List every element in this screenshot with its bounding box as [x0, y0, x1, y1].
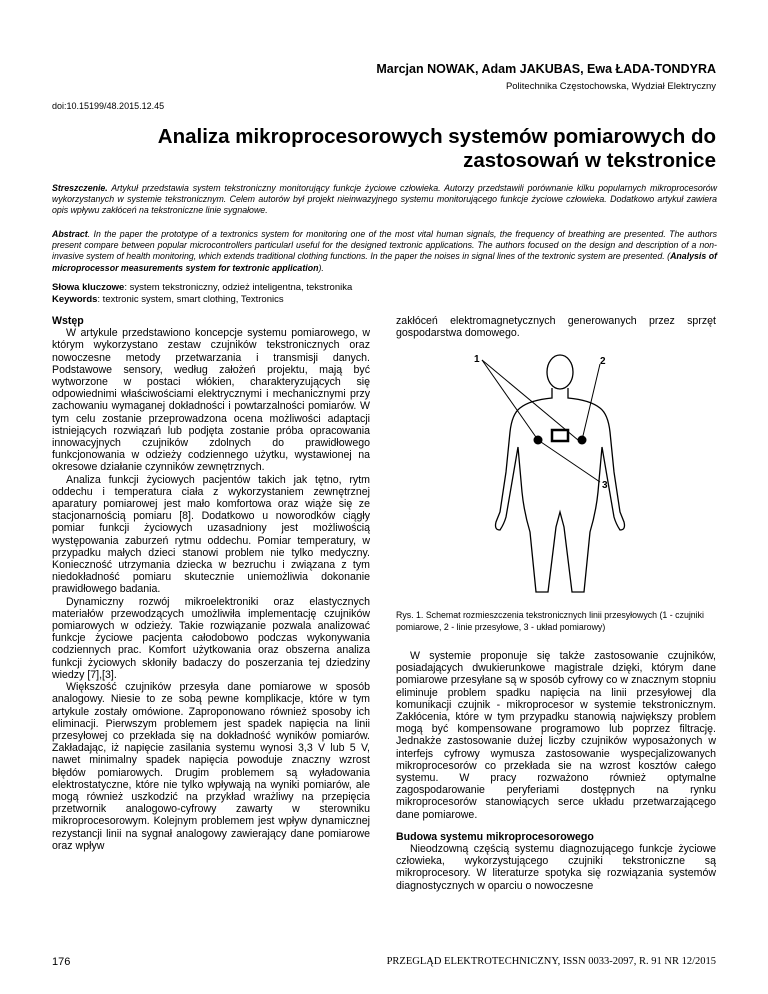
paper-title: Analiza mikroprocesorowych systemów pomiarowych do zastosowań w tekstronice	[157, 125, 716, 172]
section-heading: Wstęp	[52, 315, 84, 327]
sensor-right	[578, 436, 587, 445]
line-3	[538, 440, 600, 482]
page-number: 176	[52, 956, 71, 968]
head-outline	[547, 355, 573, 389]
doi[interactable]: doi:10.15199/48.2015.12.45	[52, 101, 165, 111]
section-heading: Budowa systemu mikroprocesorowego	[396, 830, 594, 843]
keywords	[52, 282, 717, 305]
abstract-english-title: Analysis of microprocessor measurements system for textronic application	[52, 251, 718, 273]
line-2a	[582, 364, 600, 440]
body-outline	[496, 355, 625, 592]
abstract-polish	[52, 183, 717, 217]
column-right-bottom	[396, 650, 716, 892]
figure-caption: Rys. 1. Schemat rozmieszczenia tekstronicznych linii przesyłowych (1 - czujniki pomiarowe, 2 - linie przesyłowe, 3 - układ pomiarowy)	[396, 610, 704, 632]
keywords-en: : textronic system, smart clothing, Textronics	[97, 293, 284, 305]
paragraph: W systemie proponuje się także zastosowanie czujników, posiadających dwukierunkowe magistrale dzięki, którym dane pomiarowe przesyłane są w sposób cyfrowy co w znacznym stopniu eliminuje problem spadku napięcia na linii przesyłowej dla komunikacji czujnik - mikroprocesor w systemie tekstronicznym. Zakłócenia, które w tym przypadku stanowią największy problem mogą być kompensowane programowo lub poprzez filtrację. Jednakże zastosowanie dużej liczby czujników wyposażonych w interfejs cyfrowy wymusza zastosowanie wyspecjalizowanych mikroprocesorów co przekłada sie na wzrost kosztów całego systemu. W pracy rozważono również optymalne zagospodarowanie peryferiami dostępnych na rynku mikroprocesorów stanowiących serce układu przetwarzającego dane pomiarowe.	[396, 650, 716, 821]
paragraph: Analiza funkcji życiowych pacjentów takich jak tętno, rytm oddechu i temperatura ciała z wykorzystaniem zewnętrznej aparatury pomiarowej jest mało komfortowa oraz wiąże się ze stacjonarnością pomiaru [8]. Dodatkowo u noworodków ciągły pomiar funkcji życiowych uzasadniony jest możliwością występowania zaburzeń rytmu oddechu. Pomiar temperatury, w przypadku małych dzieci stanowi problem nie tylko medyczny. Konieczność utrzymania dziecka w bezruchu i związana z tym niedokładność pomiaru skutecznie uniemożliwia dokonanie prawidłowego badania.	[52, 473, 370, 596]
abstract-text: Artykuł przedstawia system tekstroniczny monitorujący funkcje życiowe człowieka. Autorzy przedstawili porównanie kilku popularnych mikroprocesorów wykorzystanych w systemie tekstronicznym. Celem autorów był projekt nieinwazyjnego systemu monitorującego funkcje życiowe człowieka. Dodatkowo artykuł zawiera opis wpływu zakłóceń na tekstroniczne linie sygnałowe.	[52, 183, 717, 216]
authors: Marcjan NOWAK, Adam JAKUBAS, Ewa ŁADA-TONDYRA	[376, 62, 716, 76]
paragraph: Dynamiczny rozwój mikroelektroniki oraz elastycznych materiałów przewodzących umożliwiła implementację czujników pomiarowych w odzieży. Takie rozwiązanie pozwala analizować funkcje życiowe pacjenta całodobowo podczas wykonywania codziennych prac. Komfort użytkowania oraz obszerna analiza funkcji życiowych skłoniły badaczy do poszerzania tej dziedziny wiedzy [7],[3].	[52, 595, 370, 681]
label-2: 2	[600, 356, 606, 367]
abstract-end: ).	[318, 262, 324, 273]
affiliation: Politechnika Częstochowska, Wydział Elektryczny	[505, 81, 716, 92]
abstract-text: . In the paper the prototype of a textronics system for monitoring one of the most vital human signals, the frequency of breathing are presented. The authors present compare between popular microcontrollers particularl useful for the designed textronic applications. The authors focused on the design and description of a non-invasive system of health monitoring, which extends traditional clothing functions. In the paper the noises in signal lines of the textronic system are presented. (	[52, 229, 717, 262]
measurement-unit	[552, 430, 568, 441]
paragraph: Nieodzowną częścią systemu diagnozującego funkcje życiowe człowieka, wykorzystującego czujniki tekstroniczne są mikroprocesory. W literaturze spotyka się rozwiązania systemów diagnostycznych w oparciu o nowoczesne	[396, 843, 716, 892]
keywords-pl: : system tekstroniczny, odzież inteligentna, tekstronika	[124, 282, 353, 293]
abstract-label: Streszczenie.	[52, 183, 108, 193]
abstract-label: Abstract	[52, 229, 88, 239]
abstract-english	[52, 229, 717, 274]
keywords-en-label: Keywords	[52, 293, 98, 305]
body-diagram-figure	[460, 352, 660, 600]
keywords-pl-label: Słowa kluczowe	[52, 282, 125, 293]
paragraph: zakłóceń elektromagnetycznych generowanych przez sprzęt gospodarstwa domowego.	[396, 315, 716, 340]
sensor-left	[534, 436, 543, 445]
journal-footer: PRZEGLĄD ELEKTROTECHNICZNY, ISSN 0033-2097, R. 91 NR 12/2015	[386, 956, 716, 967]
column-left	[52, 315, 370, 852]
paragraph: Większość czujników przesyła dane pomiarowe w sposób analogowy. Niesie to ze sobą pewne komplikacje, które w tym artykule zostały omówione. Zaproponowano również sposoby ich eliminacji. Pierwszym problemem jest spadek napięcia na linii przesyłowej co przekłada się na dokładność wyników pomiarów. Zakładając, iż napięcie zasilania systemu wynosi 3,3 V lub 5 V, nawet minimalny spadek napięcia powoduje znaczny wzrost błędów pomiarowych. Drugim problemem są wyładowania elektrostatyczne, które nie tylko wpływają na wyniki pomiarów, ale mogą również uszkodzić na przykład wrażliwy na przepięcia przetwornik analogowo-cyfrowy zawarty w sterowniku mikroprocesorowym. Kolejnym problemem jest wpływ dynamicznej rezystancji linii na sygnał analogowy zawierający dane pomiarowe oraz wpływ	[52, 681, 370, 852]
label-3: 3	[602, 480, 608, 491]
transmission-lines	[482, 360, 600, 482]
label-1: 1	[474, 354, 480, 365]
paragraph: W artykule przedstawiono koncepcje systemu pomiarowego, w którym wykorzystano zestaw czujników tekstronicznych oraz nowoczesne metody przetwarzania i transmisji danych. Podstawowe sensory, według założeń projektu, mają być wytworzone w postaci włókien, charakteryzujących się odpowiednimi właściwościami elektrycznymi i mechanicznymi przy zachowaniu wymaganej dokładności i powtarzalności pomiarów. W tym celu zostanie przeprowadzona ocena możliwości adaptacji istniejących rozwiązań lub podjęta zostanie próba opracowania innowacyjnych czujników zdolnych do prawidłowego funkcjonowania w odzieży codziennego użytku, wystawionej na okresowe działanie czynników zewnętrznych.	[52, 327, 370, 474]
column-right-top	[396, 315, 716, 339]
